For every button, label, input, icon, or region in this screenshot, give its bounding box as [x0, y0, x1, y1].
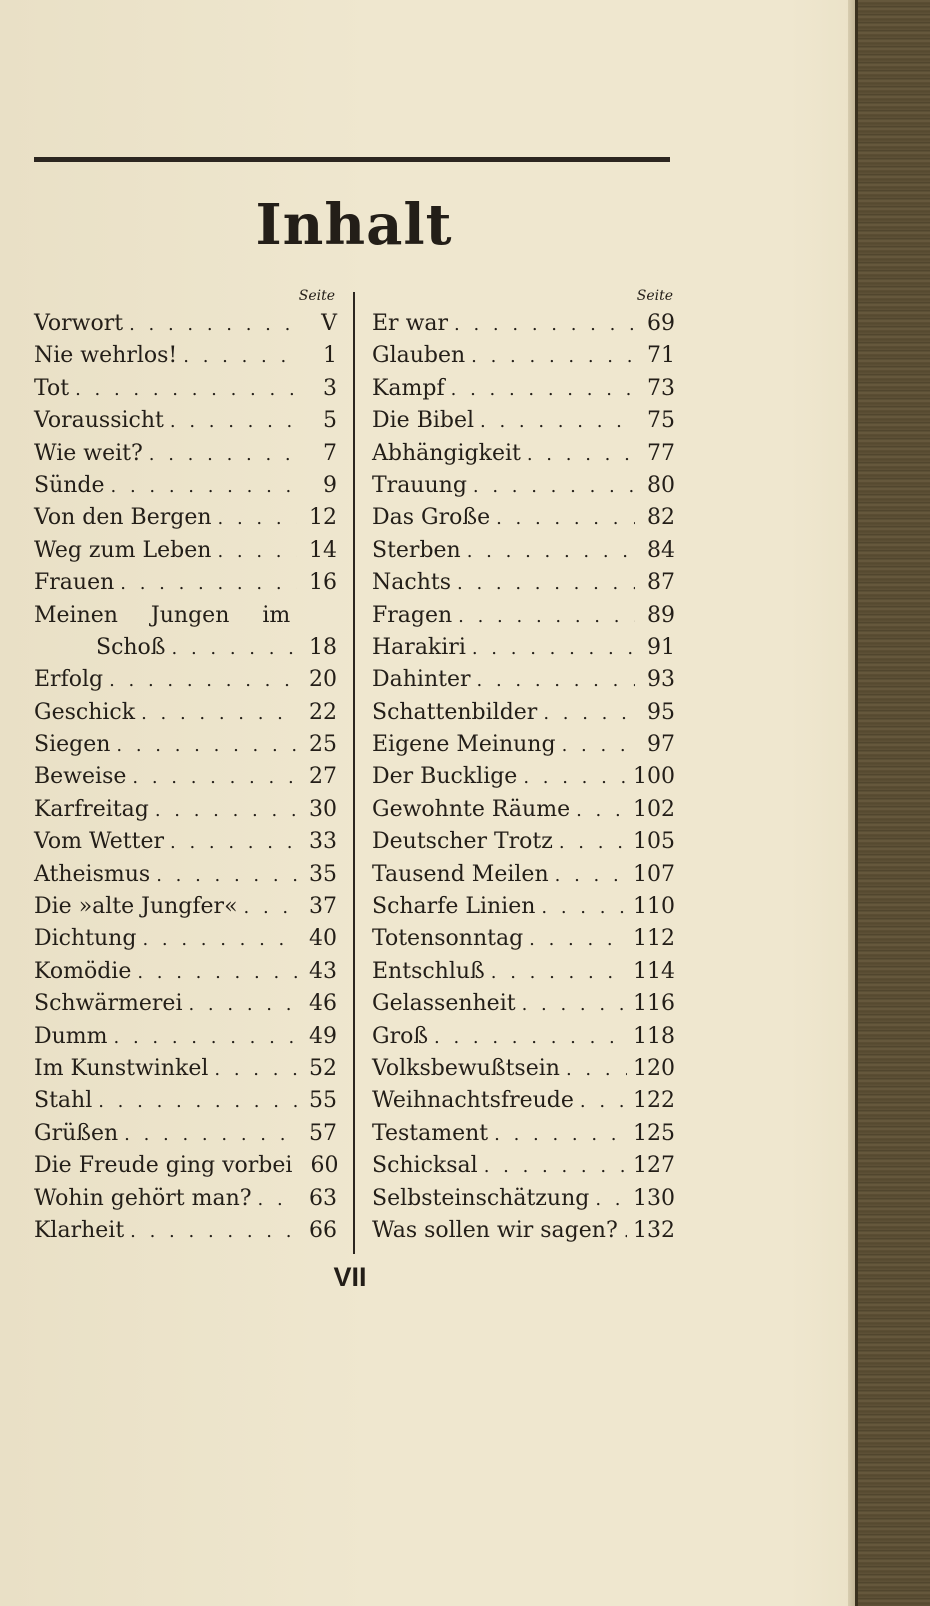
- leader-dots: [473, 471, 635, 503]
- toc-entry-page: 66: [309, 1217, 337, 1243]
- toc-entry-page: 87: [647, 570, 675, 596]
- toc-entry-page: 14: [309, 537, 337, 563]
- toc-entry-title: Karfreitag: [34, 796, 149, 822]
- leader-dots: [522, 989, 627, 1021]
- toc-entry: [34, 1021, 337, 1053]
- toc-entry-title: Kampf: [372, 375, 445, 401]
- toc-entry: [34, 988, 337, 1020]
- toc-entry-page: 12: [309, 505, 337, 531]
- toc-entry-title: Groß: [372, 1023, 429, 1049]
- column-divider: [353, 292, 355, 1254]
- toc-entry-title: Erfolg: [34, 667, 104, 693]
- leader-dots: [562, 730, 635, 762]
- leader-dots: [491, 957, 627, 989]
- leader-dots: [580, 1086, 627, 1118]
- toc-entry-title: Grüßen: [34, 1120, 119, 1146]
- toc-entry: [372, 664, 675, 696]
- toc-entry: [34, 664, 337, 696]
- leader-dots: [624, 1216, 627, 1248]
- toc-entry: [372, 502, 675, 534]
- toc-entry: [372, 794, 675, 826]
- toc-entry: [34, 859, 337, 891]
- toc-entry-title: Meinen Jungen im: [34, 602, 291, 628]
- toc-entry: [34, 697, 337, 729]
- toc-entry: [372, 1150, 675, 1182]
- toc-entry-page: 40: [309, 926, 337, 952]
- toc-entry-title: Vom Wetter: [34, 829, 165, 855]
- toc-entry: [34, 1183, 337, 1215]
- toc-entry-page: 57: [309, 1120, 337, 1146]
- toc-entry-title: Klarheit: [34, 1217, 125, 1243]
- toc-entry: [34, 600, 337, 632]
- toc-entry: [372, 308, 675, 340]
- toc-entry-page: 114: [633, 958, 675, 984]
- toc-entry-title: Tot: [34, 375, 70, 401]
- leader-dots: [244, 892, 297, 924]
- leader-dots: [156, 860, 297, 892]
- toc-entry: [372, 1053, 675, 1085]
- toc-entry-page: 49: [309, 1023, 337, 1049]
- leader-dots: [75, 374, 297, 406]
- leader-dots: [566, 1054, 627, 1086]
- leader-dots: [576, 795, 627, 827]
- toc-entry-title: Harakiri: [372, 634, 466, 660]
- toc-entry-title: Selbsteinschätzung: [372, 1185, 590, 1211]
- leader-dots: [172, 633, 297, 665]
- toc-entry: [372, 470, 675, 502]
- leader-dots: [541, 892, 627, 924]
- book-cover-cloth: [855, 0, 930, 1606]
- leader-dots: [496, 503, 635, 535]
- toc-entry-title: Was sollen wir sagen?: [372, 1217, 618, 1243]
- toc-column-right: [372, 284, 675, 1247]
- leader-dots: [188, 989, 297, 1021]
- toc-entry-title: Wohin gehört man?: [34, 1185, 252, 1211]
- toc-entry-page: 25: [309, 732, 337, 758]
- toc-entry: [372, 761, 675, 793]
- toc-entry: [372, 697, 675, 729]
- toc-entry-page: 89: [647, 602, 675, 628]
- page-number: VII: [333, 1262, 367, 1292]
- toc-entry-page: 112: [633, 926, 675, 952]
- toc-list-right: [372, 308, 675, 1247]
- toc-entry-page: 73: [647, 375, 675, 401]
- toc-entry: [372, 988, 675, 1020]
- toc-entry: [372, 405, 675, 437]
- toc-entry: [372, 535, 675, 567]
- toc-entry-title: Nachts: [372, 570, 451, 596]
- toc-entry: [34, 373, 337, 405]
- leader-dots: [170, 406, 297, 438]
- toc-entry-page: 16: [309, 570, 337, 596]
- toc-entry-page: V: [321, 311, 337, 336]
- toc-entry-title: Schwärmerei: [34, 991, 183, 1017]
- toc-entry-page: 110: [633, 894, 675, 920]
- toc-entry-title: Er war: [372, 311, 449, 336]
- toc-entry-title: Die Freude ging vorbei: [34, 1153, 293, 1179]
- toc-entry-page: 105: [633, 829, 675, 855]
- toc-entry-page: 107: [633, 861, 675, 887]
- leader-dots: [111, 471, 297, 503]
- toc-entry: [372, 923, 675, 955]
- toc-entry-page: 46: [309, 991, 337, 1017]
- toc-entry-title: Voraussicht: [34, 408, 164, 434]
- toc-entry-page: 63: [309, 1185, 337, 1211]
- leader-dots: [155, 795, 297, 827]
- leader-dots: [527, 439, 635, 471]
- header-rule: [34, 157, 670, 162]
- toc-entry: [372, 1021, 675, 1053]
- toc-entry-title: Abhängigkeit: [372, 440, 521, 466]
- toc-entry: [34, 826, 337, 858]
- toc-entry-page: 102: [633, 796, 675, 822]
- toc-entry: [372, 891, 675, 923]
- toc-entry: [34, 632, 337, 664]
- toc-entry: [372, 956, 675, 988]
- leader-dots: [217, 536, 297, 568]
- toc-entry: [34, 761, 337, 793]
- leader-dots: [214, 1054, 297, 1086]
- leader-dots: [120, 568, 297, 600]
- toc-entry-page: 118: [633, 1023, 675, 1049]
- toc-entry: [34, 308, 337, 340]
- toc-entry: [34, 1085, 337, 1117]
- toc-entry-title: Testament: [372, 1120, 489, 1146]
- toc-entry-title: Entschluß: [372, 958, 485, 984]
- leader-dots: [529, 924, 627, 956]
- toc-entry: [372, 1118, 675, 1150]
- leader-dots: [477, 665, 635, 697]
- toc-entry-title: Deutscher Trotz: [372, 829, 553, 855]
- toc-entry: [34, 1118, 337, 1150]
- toc-entry-title: Weihnachtsfreude: [372, 1088, 574, 1114]
- toc-entry-title: Gewohnte Räume: [372, 796, 571, 822]
- toc-entry-page: 84: [647, 537, 675, 563]
- toc-entry-title: Sterben: [372, 537, 461, 563]
- leader-dots: [480, 406, 635, 438]
- toc-entry-title: Siegen: [34, 732, 111, 758]
- toc-entry: [34, 923, 337, 955]
- leader-dots: [218, 503, 297, 535]
- toc-entry-page: 82: [647, 505, 675, 531]
- leader-dots: [472, 633, 635, 665]
- seite-header-right: Seite: [636, 288, 673, 304]
- leader-dots: [109, 665, 297, 697]
- toc-entry-title: Trauung: [372, 472, 467, 498]
- toc-entry-title: Schattenbilder: [372, 699, 538, 725]
- leader-dots: [130, 1216, 297, 1248]
- leader-dots: [141, 698, 297, 730]
- toc-entry-title: Dahinter: [372, 667, 471, 693]
- toc-entry-page: 132: [633, 1217, 675, 1243]
- toc-entry: [34, 470, 337, 502]
- toc-entry-page: 130: [633, 1185, 675, 1211]
- toc-entry-title: Das Große: [372, 505, 491, 531]
- leader-dots: [98, 1086, 297, 1118]
- toc-entry-title: Tausend Meilen: [372, 861, 549, 887]
- toc-entry-page: 60: [310, 1153, 339, 1179]
- leader-dots: [523, 762, 627, 794]
- toc-entry-page: 7: [323, 440, 337, 466]
- leader-dots: [484, 1151, 627, 1183]
- toc-entry: [34, 891, 337, 923]
- leader-dots: [114, 1022, 297, 1054]
- toc-entry-page: 52: [309, 1055, 337, 1081]
- toc-entry: [34, 502, 337, 534]
- toc-entry: [372, 567, 675, 599]
- leader-dots: [457, 568, 635, 600]
- leader-dots: [555, 860, 627, 892]
- leader-dots: [170, 827, 297, 859]
- toc-entry-title: Gelassenheit: [372, 991, 516, 1017]
- toc-entry-title: Wie weit?: [34, 440, 143, 466]
- toc-entry: [34, 438, 337, 470]
- toc-list-left: [34, 308, 337, 1247]
- toc-entry: [34, 1215, 337, 1247]
- toc-entry-title: Schoß: [96, 634, 166, 660]
- toc-entry-title: Komödie: [34, 958, 132, 984]
- toc-entry: [372, 600, 675, 632]
- toc-entry-page: 20: [309, 667, 337, 693]
- toc-entry-page: 33: [309, 829, 337, 855]
- leader-dots: [149, 439, 297, 471]
- toc-entry-page: 75: [647, 408, 675, 434]
- toc-entry-page: 9: [323, 472, 337, 498]
- page-title: Inhalt: [255, 192, 453, 258]
- seite-header-left: Seite: [298, 288, 335, 304]
- toc-entry-page: 120: [633, 1055, 675, 1081]
- toc-entry-page: 80: [647, 472, 675, 498]
- toc-entry-title: Dumm: [34, 1023, 108, 1049]
- leader-dots: [451, 374, 635, 406]
- leader-dots: [137, 957, 297, 989]
- toc-entry-page: 3: [323, 375, 337, 401]
- toc-entry-title: Im Kunstwinkel: [34, 1055, 209, 1081]
- toc-entry: [372, 859, 675, 891]
- toc-entry-page: 35: [309, 861, 337, 887]
- toc-entry: [34, 340, 337, 372]
- toc-entry: [34, 1150, 337, 1182]
- toc-entry-page: 97: [647, 732, 675, 758]
- toc-entry-title: Beweise: [34, 764, 127, 790]
- toc-entry-page: 91: [647, 634, 675, 660]
- toc-entry: [34, 794, 337, 826]
- toc-entry: [34, 1053, 337, 1085]
- toc-entry-title: Volksbewußtsein: [372, 1055, 560, 1081]
- toc-entry: [372, 1085, 675, 1117]
- toc-entry: [372, 1215, 675, 1247]
- toc-entry: [34, 729, 337, 761]
- toc-entry-title: Die Bibel: [372, 408, 475, 434]
- toc-entry-title: Dichtung: [34, 926, 137, 952]
- toc-entry-title: Weg zum Leben: [34, 537, 212, 563]
- toc-entry-page: 71: [647, 343, 675, 369]
- toc-entry: [372, 1183, 675, 1215]
- toc-entry: [34, 535, 337, 567]
- toc-entry: [372, 340, 675, 372]
- toc-entry: [34, 405, 337, 437]
- leader-dots: [142, 924, 297, 956]
- toc-entry-title: Sünde: [34, 472, 105, 498]
- toc-entry-page: 30: [309, 796, 337, 822]
- toc-entry-title: Fragen: [372, 602, 453, 628]
- toc-entry-page: 116: [633, 991, 675, 1017]
- toc-entry-page: 122: [633, 1088, 675, 1114]
- leader-dots: [467, 536, 635, 568]
- toc-entry-title: Schicksal: [372, 1153, 478, 1179]
- toc-entry-title: Nie wehrlos!: [34, 343, 178, 369]
- leader-dots: [595, 1184, 627, 1216]
- toc-entry-title: Der Bucklige: [372, 764, 518, 790]
- toc-entry-title: Geschick: [34, 699, 136, 725]
- toc-entry-title: Scharfe Linien: [372, 894, 536, 920]
- toc-entry: [372, 438, 675, 470]
- leader-dots: [132, 762, 297, 794]
- toc-column-left: [34, 284, 337, 1247]
- leader-dots: [471, 341, 635, 373]
- toc-entry-title: Von den Bergen: [34, 505, 212, 531]
- toc-entry-page: 100: [633, 764, 675, 790]
- leader-dots: [116, 730, 297, 762]
- toc-entry: [34, 956, 337, 988]
- toc-entry-page: 1: [323, 343, 337, 369]
- toc-entry-title: Stahl: [34, 1088, 93, 1114]
- leader-dots: [458, 601, 635, 633]
- toc-entry-page: 55: [309, 1088, 337, 1114]
- leader-dots: [434, 1022, 627, 1054]
- leader-dots: [543, 698, 635, 730]
- toc-entry-page: 127: [633, 1153, 675, 1179]
- toc-entry: [372, 729, 675, 761]
- toc-entry-page: 77: [647, 440, 675, 466]
- leader-dots: [129, 309, 297, 341]
- leader-dots: [559, 827, 627, 859]
- toc-entry-title: Atheismus: [34, 861, 151, 887]
- leader-dots: [494, 1119, 627, 1151]
- leader-dots: [124, 1119, 297, 1151]
- toc-entry: [372, 373, 675, 405]
- toc-entry-page: 18: [309, 634, 337, 660]
- toc-entry-page: 37: [309, 894, 337, 920]
- toc-entry-title: Eigene Meinung: [372, 732, 556, 758]
- toc-entry-title: Glauben: [372, 343, 466, 369]
- toc-entry-page: 93: [647, 667, 675, 693]
- toc-entry-page: 5: [323, 408, 337, 434]
- toc-entry: [372, 826, 675, 858]
- leader-dots: [258, 1184, 297, 1216]
- leader-dots: [454, 309, 635, 341]
- leader-dots: [183, 341, 297, 373]
- toc-entry-page: 43: [309, 958, 337, 984]
- toc-entry-page: 27: [309, 764, 337, 790]
- toc-entry-title: Vorwort: [34, 311, 124, 336]
- toc-entry: [372, 632, 675, 664]
- toc-entry: [34, 567, 337, 599]
- toc-entry-page: 22: [309, 699, 337, 725]
- toc-entry-page: 125: [633, 1120, 675, 1146]
- toc-entry-page: 69: [647, 311, 675, 336]
- toc-entry-title: Totensonntag: [372, 926, 524, 952]
- toc-entry-page: 95: [647, 699, 675, 725]
- toc-entry-title: Frauen: [34, 570, 115, 596]
- toc-entry-title: Die »alte Jungfer«: [34, 894, 238, 920]
